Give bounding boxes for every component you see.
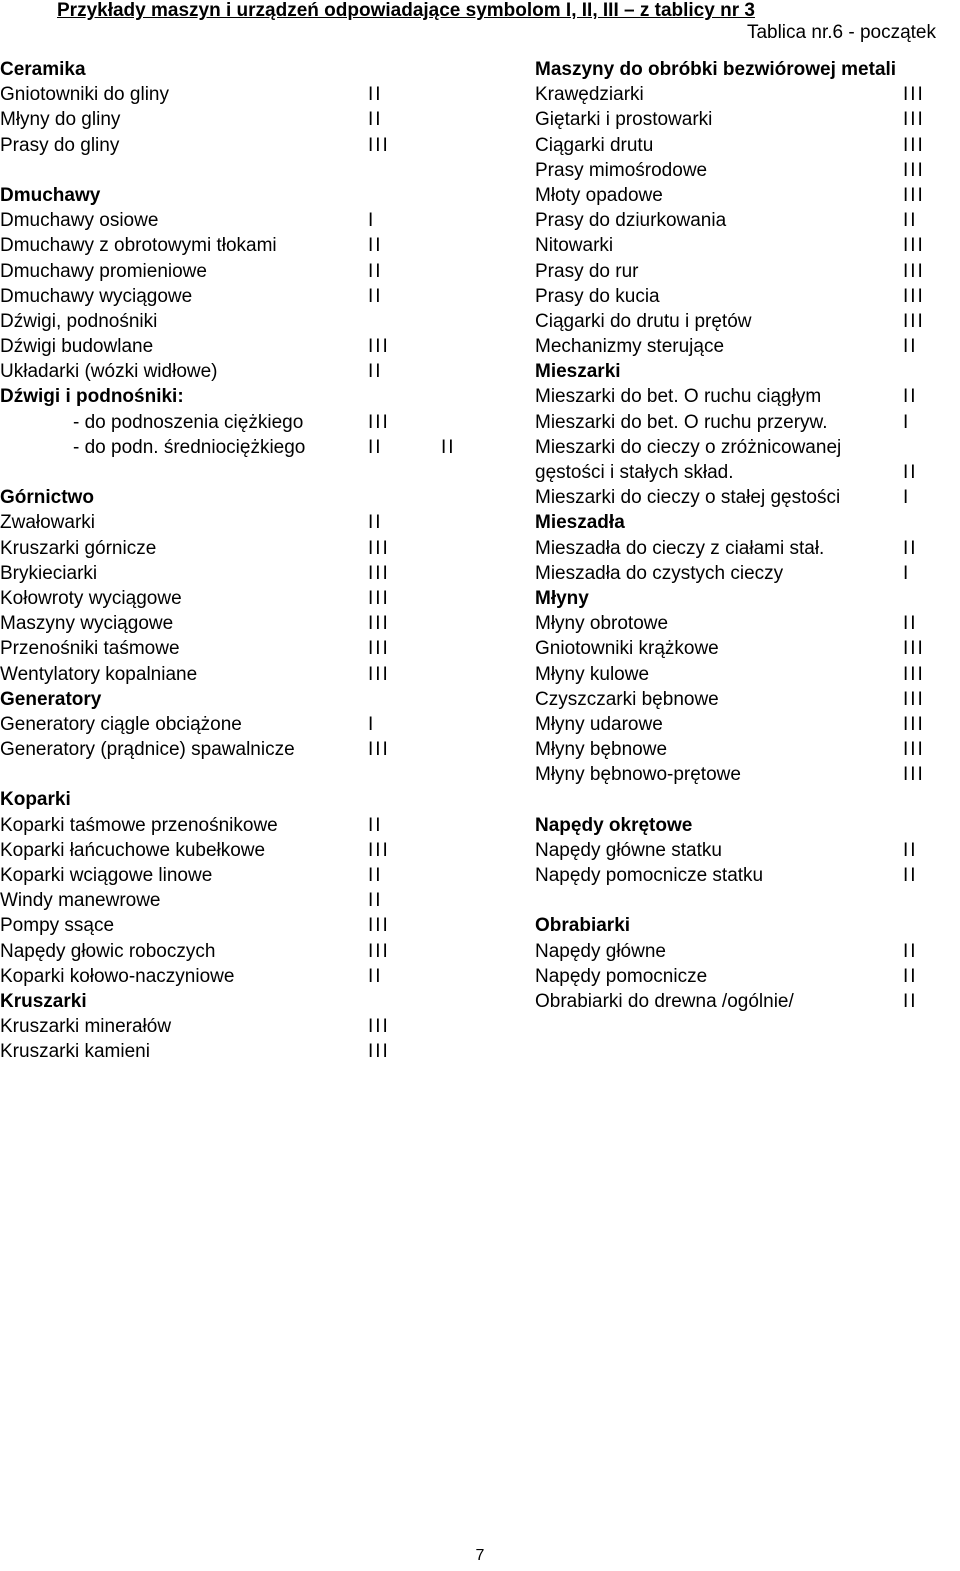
section-heading bbox=[0, 787, 500, 812]
list-item bbox=[0, 208, 500, 233]
item-label: Układarki (wózki widłowe) bbox=[0, 361, 218, 383]
list-item bbox=[535, 107, 960, 132]
class-symbol: II bbox=[368, 260, 383, 282]
item-label: Młyny do gliny bbox=[0, 109, 121, 131]
section-heading bbox=[0, 57, 500, 82]
item-label: Kruszarki minerałów bbox=[0, 1016, 172, 1038]
list-item bbox=[535, 208, 960, 233]
list-item bbox=[0, 586, 500, 611]
section-heading bbox=[535, 510, 960, 535]
item-label: Prasy do kucia bbox=[535, 285, 660, 307]
item-label: Młyny kulowe bbox=[535, 663, 650, 685]
item-label: Mieszarki do cieczy o stałej gęstości bbox=[535, 487, 841, 509]
list-item bbox=[0, 435, 500, 460]
item-label: Napędy okrętowe bbox=[535, 814, 693, 836]
item-label: Prasy do dziurkowania bbox=[535, 210, 727, 232]
list-item bbox=[0, 410, 500, 435]
list-item bbox=[0, 863, 500, 888]
item-label: Górnictwo bbox=[0, 487, 94, 509]
class-symbol: III bbox=[368, 940, 390, 962]
list-item bbox=[535, 636, 960, 661]
class-symbol: III bbox=[903, 310, 925, 332]
item-label: Prasy do rur bbox=[535, 260, 639, 282]
class-symbol: III bbox=[903, 235, 925, 257]
list-item bbox=[535, 762, 960, 787]
list-item bbox=[0, 913, 500, 938]
list-item bbox=[535, 838, 960, 863]
class-symbol: I bbox=[903, 487, 911, 509]
list-item bbox=[535, 863, 960, 888]
class-symbol: III bbox=[903, 638, 925, 660]
item-label: Dźwigi i podnośniki: bbox=[0, 386, 184, 408]
item-label: Mieszarki do bet. O ruchu przeryw. bbox=[535, 411, 828, 433]
item-label: Pompy ssące bbox=[0, 915, 115, 937]
item-label: Nitowarki bbox=[535, 235, 614, 257]
item-label: Napędy głowic roboczych bbox=[0, 940, 216, 962]
section-heading bbox=[0, 989, 500, 1014]
class-symbol: III bbox=[903, 663, 925, 685]
item-label: Gniotowniki do gliny bbox=[0, 84, 169, 106]
spacer bbox=[535, 787, 960, 812]
item-label: Przenośniki taśmowe bbox=[0, 638, 180, 660]
item-label: Ciągarki drutu bbox=[535, 134, 654, 156]
list-item bbox=[535, 964, 960, 989]
list-item bbox=[0, 888, 500, 913]
class-symbol: II bbox=[903, 210, 918, 232]
list-item bbox=[535, 183, 960, 208]
class-symbol: II bbox=[903, 462, 918, 483]
item-label: Dmuchawy promieniowe bbox=[0, 260, 207, 282]
list-item bbox=[0, 737, 500, 762]
item-label: Dmuchawy osiowe bbox=[0, 210, 159, 232]
left-column bbox=[0, 57, 500, 1065]
class-symbol: III bbox=[903, 184, 925, 206]
list-item bbox=[535, 460, 960, 485]
item-label: Koparki łańcuchowe kubełkowe bbox=[0, 839, 266, 861]
spacer bbox=[0, 460, 500, 485]
class-symbol: II bbox=[368, 814, 383, 836]
list-item bbox=[535, 334, 960, 359]
list-item bbox=[535, 158, 960, 183]
list-item bbox=[535, 989, 960, 1014]
list-item bbox=[535, 662, 960, 687]
item-label: Prasy mimośrodowe bbox=[535, 159, 708, 181]
item-label: Mechanizmy sterujące bbox=[535, 336, 725, 358]
list-item bbox=[0, 1039, 500, 1064]
class-symbol: III bbox=[903, 739, 925, 761]
class-symbol: II bbox=[903, 613, 918, 635]
item-label: Kołowroty wyciągowe bbox=[0, 587, 182, 609]
item-label: Napędy główne statku bbox=[535, 839, 722, 861]
item-label: Mieszadła bbox=[535, 512, 625, 534]
class-symbol: II bbox=[903, 386, 918, 408]
class-symbol: II bbox=[368, 235, 383, 257]
class-symbol: II bbox=[903, 990, 918, 1012]
section-heading bbox=[535, 913, 960, 938]
class-symbol: II bbox=[368, 890, 383, 912]
section-heading bbox=[535, 586, 960, 611]
list-item bbox=[535, 133, 960, 158]
item-label: Ceramika bbox=[0, 59, 86, 80]
item-label: - do podnoszenia ciężkiego bbox=[73, 411, 304, 433]
item-label: Młoty opadowe bbox=[535, 184, 663, 206]
list-item bbox=[535, 259, 960, 284]
list-item bbox=[0, 636, 500, 661]
class-symbol: III bbox=[368, 638, 390, 660]
item-label: Napędy główne bbox=[535, 940, 666, 962]
class-symbol: I bbox=[368, 713, 376, 735]
right-column bbox=[535, 57, 960, 1014]
list-item bbox=[0, 536, 500, 561]
class-symbol: III bbox=[368, 411, 390, 433]
class-symbol: III bbox=[903, 159, 925, 181]
class-symbol: III bbox=[368, 587, 390, 609]
list-item bbox=[0, 964, 500, 989]
list-item bbox=[0, 334, 500, 359]
list-item bbox=[535, 712, 960, 737]
class-symbol: I bbox=[903, 562, 911, 584]
list-item bbox=[535, 939, 960, 964]
item-label: Ciągarki do drutu i prętów bbox=[535, 310, 752, 332]
list-item bbox=[535, 233, 960, 258]
class-symbol: III bbox=[368, 1016, 390, 1038]
list-item bbox=[0, 133, 500, 158]
list-item bbox=[0, 1014, 500, 1039]
list-item bbox=[535, 284, 960, 309]
section-heading bbox=[0, 687, 500, 712]
list-item bbox=[535, 435, 960, 460]
class-symbol: III bbox=[368, 663, 390, 685]
item-label: gęstości i stałych skład. bbox=[535, 462, 734, 483]
class-symbol: III bbox=[903, 688, 925, 710]
class-symbol: III bbox=[903, 109, 925, 131]
item-label: Wentylatory kopalniane bbox=[0, 663, 198, 685]
item-label: Mieszadła do cieczy z ciałami stał. bbox=[535, 537, 825, 559]
item-label: Młyny obrotowe bbox=[535, 613, 669, 635]
spacer bbox=[0, 158, 500, 183]
section-heading bbox=[535, 359, 960, 384]
table-caption: Tablica nr.6 - początek bbox=[746, 22, 936, 43]
item-label: Obrabiarki bbox=[535, 915, 631, 937]
class-symbol: II bbox=[368, 84, 383, 106]
item-label: Dmuchawy wyciągowe bbox=[0, 285, 193, 307]
item-label: Krawędziarki bbox=[535, 84, 644, 106]
list-item bbox=[535, 737, 960, 762]
list-item bbox=[535, 561, 960, 586]
item-label: Generatory bbox=[0, 688, 102, 710]
list-item bbox=[535, 309, 960, 334]
class-symbol: III bbox=[903, 764, 925, 786]
item-label: Młyny bębnowe bbox=[535, 739, 668, 761]
list-item bbox=[535, 485, 960, 510]
item-label: Koparki bbox=[0, 789, 71, 811]
list-item bbox=[535, 384, 960, 409]
class-symbol: III bbox=[903, 84, 925, 106]
item-label: - do podn. średniociężkiego bbox=[73, 436, 306, 458]
spacer bbox=[535, 888, 960, 913]
item-label: Młyny bębnowo-prętowe bbox=[535, 764, 741, 786]
list-item bbox=[535, 687, 960, 712]
item-label: Brykieciarki bbox=[0, 562, 98, 584]
section-heading bbox=[0, 384, 500, 409]
section-heading bbox=[0, 485, 500, 510]
list-item bbox=[0, 284, 500, 309]
class-symbol: II bbox=[903, 865, 918, 886]
item-label: Gniotowniki krążkowe bbox=[535, 638, 719, 660]
class-symbol: II bbox=[368, 865, 383, 886]
class-symbol: III bbox=[903, 260, 925, 282]
class-symbol: III bbox=[368, 915, 390, 937]
class-symbol: III bbox=[368, 613, 390, 635]
list-item bbox=[0, 259, 500, 284]
class-symbol: II bbox=[368, 965, 383, 987]
item-label: Kruszarki bbox=[0, 990, 87, 1012]
item-label: Mieszarki do bet. O ruchu ciągłym bbox=[535, 386, 822, 408]
class-symbol: II bbox=[903, 839, 918, 861]
class-symbol: II bbox=[368, 512, 383, 534]
list-item bbox=[0, 813, 500, 838]
class-symbol: III bbox=[368, 739, 390, 761]
list-item bbox=[0, 359, 500, 384]
list-item bbox=[0, 662, 500, 687]
class-symbol: II bbox=[903, 336, 918, 358]
class-symbol: II bbox=[903, 965, 918, 987]
section-heading bbox=[0, 183, 500, 208]
class-symbol: II bbox=[368, 361, 383, 383]
item-label: Mieszadła do czystych cieczy bbox=[535, 562, 784, 584]
spacer bbox=[0, 762, 500, 787]
class-symbol: III bbox=[903, 134, 925, 156]
section-heading bbox=[535, 57, 960, 82]
class-symbol: III bbox=[903, 285, 925, 307]
list-item bbox=[0, 82, 500, 107]
item-label: Maszyny wyciągowe bbox=[0, 613, 174, 635]
item-label: Koparki taśmowe przenośnikowe bbox=[0, 814, 278, 836]
list-item bbox=[0, 712, 500, 737]
list-item bbox=[0, 510, 500, 535]
item-label: Kruszarki kamieni bbox=[0, 1041, 150, 1063]
class-symbol: III bbox=[368, 562, 390, 584]
list-item bbox=[0, 838, 500, 863]
class-symbol: II bbox=[368, 285, 383, 307]
item-label: Generatory (prądnice) spawalnicze bbox=[0, 739, 295, 761]
list-item bbox=[0, 107, 500, 132]
list-item bbox=[535, 82, 960, 107]
item-label: Dmuchawy bbox=[0, 184, 101, 206]
list-item bbox=[535, 410, 960, 435]
item-label: Młyny udarowe bbox=[535, 713, 663, 735]
item-label: Zwałowarki bbox=[0, 512, 96, 534]
class-symbol: II bbox=[368, 109, 383, 131]
page-number: 7 bbox=[475, 1547, 485, 1564]
item-label: Dźwigi, podnośniki bbox=[0, 310, 158, 332]
item-label: Dmuchawy z obrotowymi tłokami bbox=[0, 235, 277, 257]
class-symbol: III bbox=[368, 839, 390, 861]
class-symbol: III bbox=[903, 713, 925, 735]
class-symbol: II bbox=[903, 940, 918, 962]
class-symbol: III bbox=[368, 134, 390, 156]
item-label: Czyszczarki bębnowe bbox=[535, 688, 719, 710]
class-symbol: II bbox=[368, 436, 383, 458]
item-label: Napędy pomocnicze statku bbox=[535, 865, 764, 886]
item-label: Młyny bbox=[535, 587, 589, 609]
class-symbol: III bbox=[368, 336, 390, 358]
item-label: Mieszarki bbox=[535, 361, 621, 383]
item-label: Prasy do gliny bbox=[0, 134, 120, 156]
class-symbol-secondary: II bbox=[441, 436, 456, 458]
item-label: Koparki kołowo-naczyniowe bbox=[0, 965, 235, 987]
list-item bbox=[0, 561, 500, 586]
list-item bbox=[0, 233, 500, 258]
list-item bbox=[535, 536, 960, 561]
item-label: Koparki wciągowe linowe bbox=[0, 865, 213, 886]
class-symbol: I bbox=[368, 210, 376, 232]
class-symbol: III bbox=[368, 1041, 390, 1063]
item-label: Mieszarki do cieczy o zróżnicowanej bbox=[535, 436, 842, 458]
item-label: Kruszarki górnicze bbox=[0, 537, 157, 559]
page-title: Przykłady maszyn i urządzeń odpowiadające symbolom I, II, III – z tablicy nr 3 bbox=[57, 0, 755, 21]
item-label: Dźwigi budowlane bbox=[0, 336, 154, 358]
list-item bbox=[0, 611, 500, 636]
item-label: Maszyny do obróbki bezwiórowej metali bbox=[535, 59, 897, 80]
list-item bbox=[535, 611, 960, 636]
list-item bbox=[0, 939, 500, 964]
item-label: Windy manewrowe bbox=[0, 890, 161, 912]
item-label: Generatory ciągle obciążone bbox=[0, 713, 242, 735]
class-symbol: III bbox=[368, 537, 390, 559]
class-symbol: I bbox=[903, 411, 911, 433]
list-item bbox=[0, 309, 500, 334]
item-label: Napędy pomocnicze bbox=[535, 965, 708, 987]
item-label: Obrabiarki do drewna /ogólnie/ bbox=[535, 990, 794, 1012]
class-symbol: II bbox=[903, 537, 918, 559]
item-label: Giętarki i prostowarki bbox=[535, 109, 713, 131]
section-heading bbox=[535, 813, 960, 838]
